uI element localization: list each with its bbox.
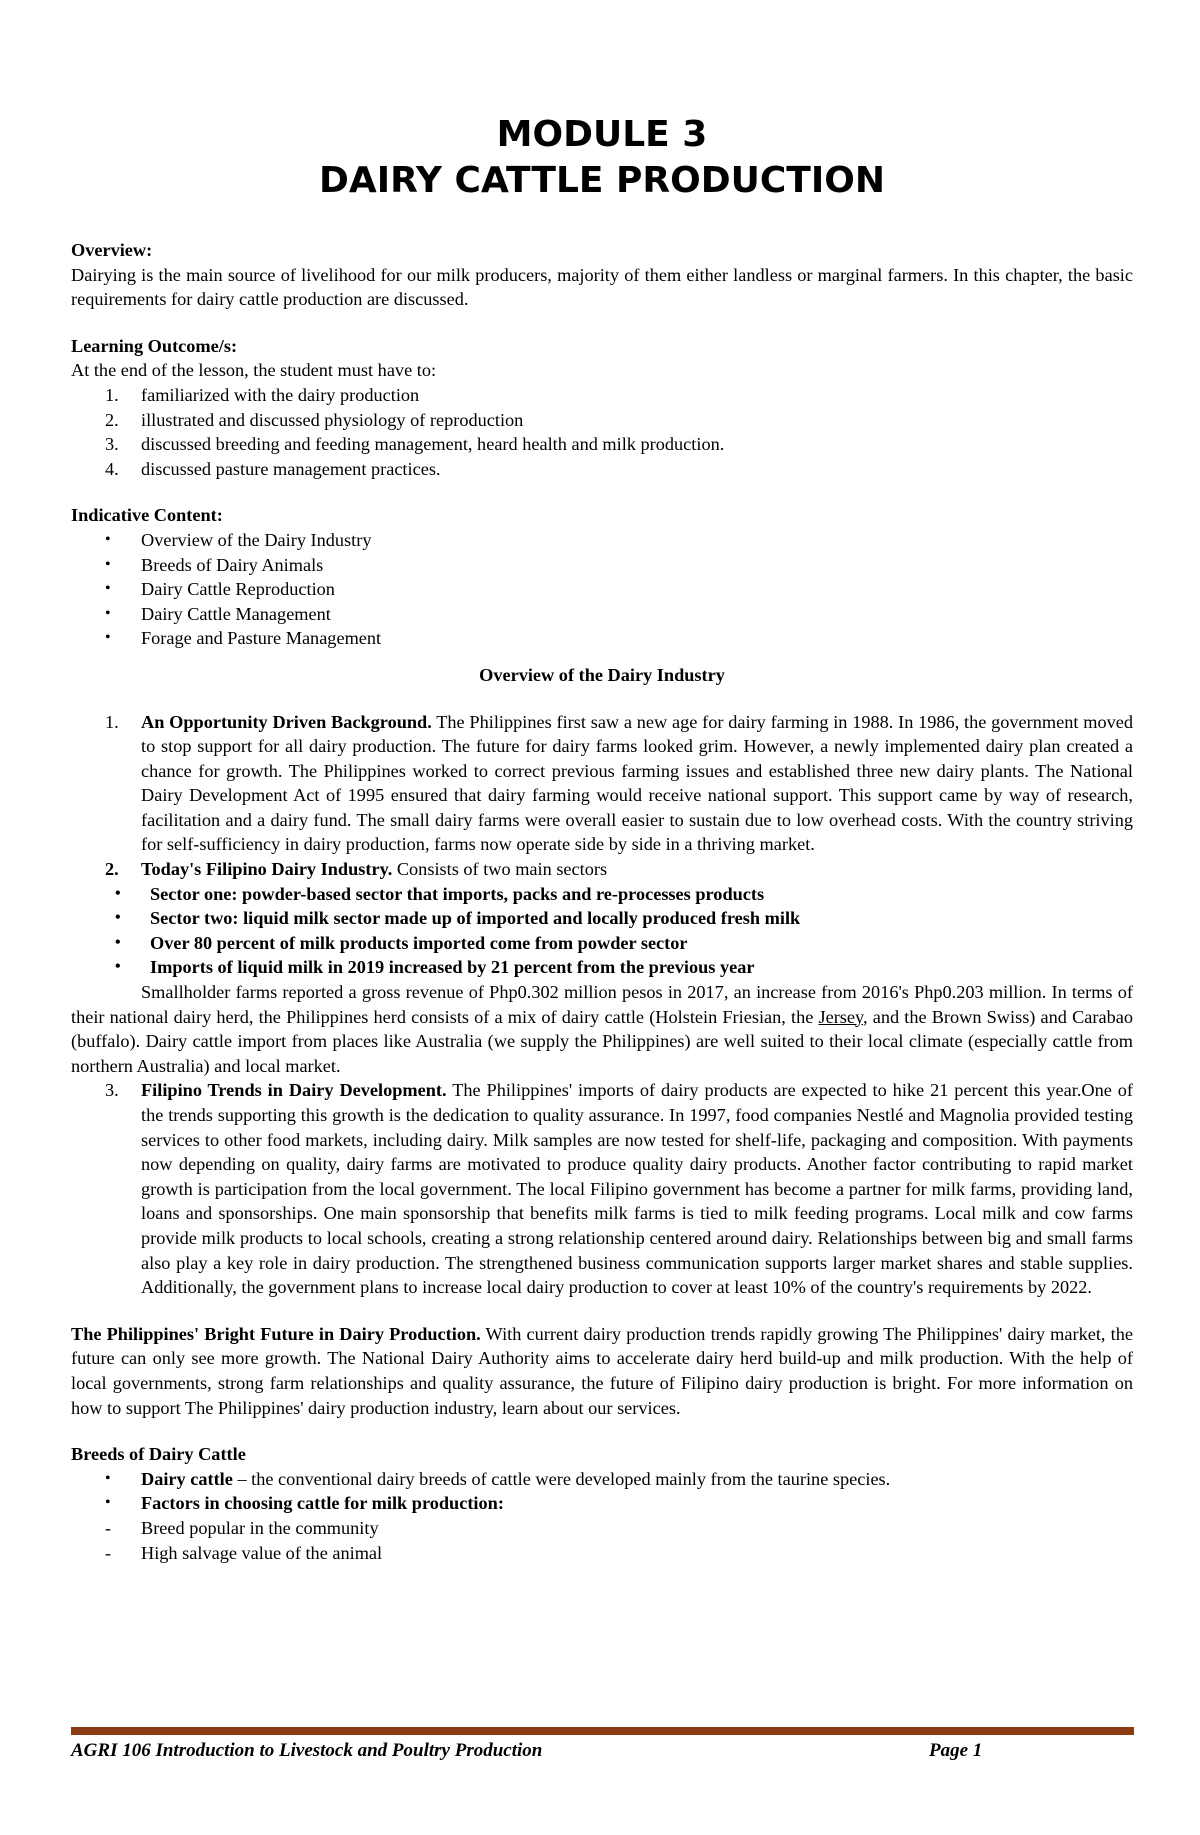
bullet-icon: • [105,1494,111,1512]
bullet-icon: • [115,909,121,927]
bullet-icon: • [105,580,111,598]
bullet-icon: • [115,884,121,902]
bullet-icon: • [105,629,111,647]
industry-overview-heading: Overview of the Dairy Industry [479,664,725,685]
industry-point-3-text: The Philippines' imports of dairy products are expected to hike 21 percent this year.One of the trends supporting this growth is the dedication to quality assurance. In 1997, food companies Nestlé and Magnolia provided testing services to other food markets, including dairy. Milk samples are now tested for shelf-life, packaging and composition. With payments now depending on quality, dairy farms are motivated to produce quality dairy products. Another factor contributing to rapid market growth is participation from the local government. The local Filipino government has become a partner for milk farms, providing land, loans and sponsorships. One main sponsorship that benefits milk farms is tied to milk feeding programs. Local milk and cow farms provide milk products to local schools, creating a strong relationship centered around dairy. Relationships between big and small farms also play a key role in dairy production. The strengthened business communication supports larger market shares and stable supplies. Additionally, the government plans to increase local dairy production to cover at least 10% of the country's requirements by 2022. [141,1080,1134,1298]
course-title: AGRI 106 Introduction to Livestock and Poultry Production [71,1740,543,1761]
list-item: • Dairy Cattle Reproduction [71,577,1133,602]
learning-outcomes-heading: Learning Outcome/s: [71,335,238,356]
list-item: 2. illustrated and discussed physiology of reproduction [105,409,524,430]
learning-outcomes-section [71,334,1133,482]
module-title [71,112,1133,204]
list-item: • Over 80 percent of milk products imported come from powder sector [71,931,1133,956]
jersey-link[interactable]: Jersey [818,1006,863,1027]
dash-icon: - [105,1542,112,1563]
learning-outcomes-list [71,383,1133,481]
page-number: Page 1 [929,1740,983,1761]
overview-text: Dairying is the main source of livelihood for our milk producers, majority of them either landless or marginal farmers. In this chapter, the basic requirements for dairy cattle production are discussed. [71,264,1133,310]
bright-future-title: The Philippines' Bright Future in Dairy Production. [71,1323,481,1344]
industry-point-2: 2. Today's Filipino Dairy Industry. Consists of two main sectors [105,859,608,880]
list-item: • Overview of the Dairy Industry [71,528,1133,553]
list-item: • Forage and Pasture Management [71,626,1133,651]
list-item: - Breed popular in the community [71,1516,1133,1541]
indicative-content-heading: Indicative Content: [71,505,223,526]
list-item: • Dairy cattle – the conventional dairy breeds of cattle were developed mainly from the taurine species. [71,1467,1133,1492]
list-item: - High salvage value of the animal [71,1541,1133,1566]
list-item: • Factors in choosing cattle for milk production: [71,1491,1133,1516]
list-item: • Breeds of Dairy Animals [71,553,1133,578]
industry-point-1-title: An Opportunity Driven Background. [141,711,432,732]
learning-outcomes-intro: At the end of the lesson, the student must have to: [71,360,437,381]
list-item: 1. familiarized with the dairy production [105,384,420,405]
industry-point-2-title: Today's Filipino Dairy Industry. [141,859,393,880]
overview-section [71,238,1133,312]
bullet-icon: • [115,958,121,976]
bullet-icon: • [105,530,111,548]
list-item: • Sector two: liquid milk sector made up of imported and locally produced fresh milk [71,906,1133,931]
industry-point-3: 3. Filipino Trends in Dairy Development. The Philippines' imports of dairy products are expected to hike 21 percent this year.One of the trends supporting this growth is the dedication to quality assurance. In 1997, food companies Nestlé and Magnolia provided testing services to other food markets, including dairy. Milk samples are now tested for shelf-life, packaging and composition. With payments now depending on quality, dairy farms are motivated to produce quality dairy products. Another factor contributing to rapid market growth is participation from the local government. The local Filipino government has become a partner for milk farms, providing land, loans and sponsorships. One main sponsorship that benefits milk farms is tied to milk feeding programs. Local milk and cow farms provide milk products to local schools, creating a strong relationship centered around dairy. Relationships between big and small farms also play a key role in dairy production. The strengthened business communication supports larger market shares and stable supplies. Additionally, the government plans to increase local dairy production to cover at least 10% of the country's requirements by 2022. [105,1080,1134,1298]
indicative-content-list [71,528,1133,651]
list-item: • Imports of liquid milk in 2019 increased by 21 percent from the previous year [71,955,1133,980]
industry-point-2-text: Consists of two main sectors [392,859,608,880]
bullet-icon: • [105,1469,111,1487]
dairy-herd-paragraph: Smallholder farms reported a gross revenue of Php0.302 million pesos in 2017, an increase from 2016's Php0.203 million. In terms of their national dairy herd, the Philippines herd consists of a mix of dairy cattle (Holstein Friesian, the Jersey, and the Brown Swiss) and Carabao (buffalo). Dairy cattle import from places like Australia (we supply the Philippines) are well suited to their local climate (especially cattle from northern Australia) and local market. [71,982,1133,1076]
industry-overview-section [71,710,1133,1300]
bullet-icon: • [115,933,121,951]
breeds-heading: Breeds of Dairy Cattle [71,1444,246,1465]
overview-heading: Overview: [71,240,153,260]
sector-list [71,882,1133,980]
list-item: 3. discussed breeding and feeding management, heard health and milk production. [105,434,725,455]
page-footer [71,1737,1134,1765]
industry-point-1: 1. An Opportunity Driven Background. The Philippines first saw a new age for dairy farming in 1988. In 1986, the government moved to stop support for all dairy production. The future for dairy farms looked grim. However, a newly implemented dairy plan created a chance for growth. The Philippines worked to correct previous farming issues and established three new dairy plants. The National Dairy Development Act of 1995 ensured that dairy farming would receive national support. This support came by way of research, facilitation and a dairy fund. The small dairy farms were overall easier to sustain due to low overhead costs. With the country striving for self-sufficiency in dairy production, farms now operate side by side in a thriving market. [105,711,1133,855]
industry-point-1-text: The Philippines first saw a new age for dairy farming in 1988. In 1986, the government moved to stop support for all dairy production. The future for dairy farms looked grim. However, a newly implemented dairy plan created a chance for growth. The Philippines worked to correct previous farming issues and established three new dairy plants. The National Dairy Development Act of 1995 ensured that dairy farming would receive national support. This support came by way of research, facilitation and a dairy fund. The small dairy farms were overall easier to sustain due to low overhead costs. With the country striving for self-sufficiency in dairy production, farms now operate side by side in a thriving market. [141,711,1133,855]
bullet-icon: • [105,555,111,573]
list-item: • Sector one: powder-based sector that imports, packs and re-processes products [71,882,1133,907]
breeds-section [71,1442,1133,1565]
bullet-icon: • [105,604,111,622]
bright-future-paragraph: The Philippines' Bright Future in Dairy Production. With current dairy production trends rapidly growing The Philippines' dairy market, the future can only see more growth. The National Dairy Authority aims to accelerate dairy herd build-up and milk production. With the help of local governments, strong farm relationships and quality assurance, the future of Filipino dairy production is bright. For more information on how to support The Philippines' dairy production industry, learn about our services. [71,1323,1134,1418]
module-name: DAIRY CATTLE PRODUCTION [319,160,885,201]
page-content [71,112,1133,1565]
list-item: • Dairy Cattle Management [71,602,1133,627]
indicative-content-section [71,503,1133,651]
dash-icon: - [105,1517,112,1538]
industry-point-3-title: Filipino Trends in Dairy Development. [141,1080,447,1101]
footer-divider [71,1727,1134,1735]
list-item: 4. discussed pasture management practices. [105,458,441,479]
module-number: MODULE 3 [496,114,708,155]
